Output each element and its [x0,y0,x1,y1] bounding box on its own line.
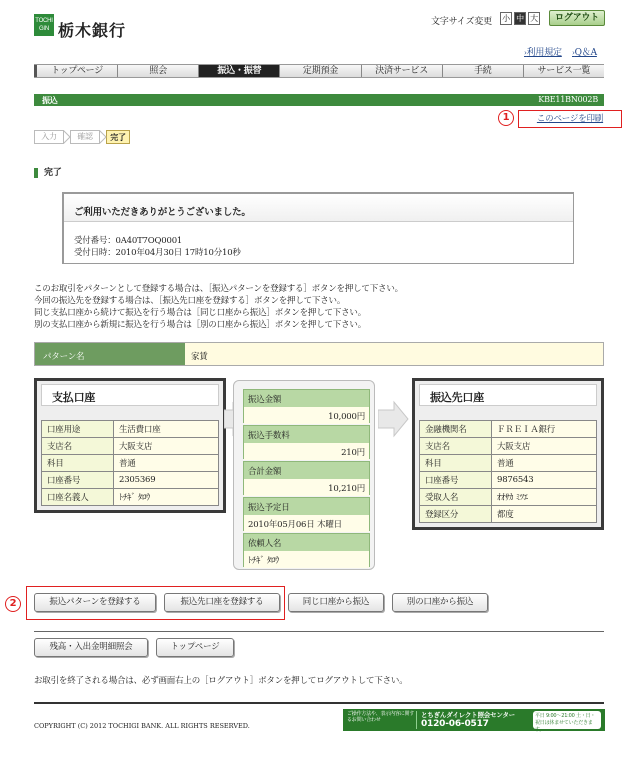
total-amount-label: 合計金額 [244,462,369,479]
field-label: 口座用途 [42,421,114,438]
section-title: 完了 [34,168,62,178]
transfer-fee-block [243,425,370,459]
table-row [42,472,219,489]
bank-name: 栃木銀行 [58,21,127,40]
table-row [420,421,597,438]
banner-title: とちぎんダイレクト照会センター [421,711,515,719]
nav-item-procedures[interactable]: 手続 [442,65,523,77]
payer-account-title: 支払口座 [41,384,219,406]
screen-code: KBE11BN002B [538,95,598,104]
field-value: 普通 [114,455,219,472]
payee-account-panel [412,378,604,530]
field-label: 科目 [420,455,492,472]
banner-hours: 平日 9:00〜21:00 土・日・祝日は休ませていただきます。 [533,711,601,729]
bank-logo-mark: TOCHI GIN [34,14,54,36]
instruction-line: 同じ支払口座から続けて振込を行う場合は［同じ口座から振込］ボタンを押して下さい。 [34,308,367,318]
field-value: 大阪支店 [492,438,597,455]
copyright: COPYRIGHT (C) 2012 TOCHIGI BANK. ALL RIGHTS RESERVED. [34,722,250,730]
step-complete: 完了 [106,130,130,144]
closing-message: お取引を終了される場合は、必ず画面右上の［ログアウト］ボタンを押してログアウトして下さい。 [34,676,408,686]
font-size-small-button[interactable]: 小 [500,12,512,25]
contact-center-banner [343,709,605,731]
pattern-name-row [34,342,604,366]
annotation-marker-1: 1 [498,110,514,126]
table-row [42,455,219,472]
requester-block [243,533,370,567]
pattern-name-value: 家賃 [185,343,603,365]
nav-item-payment[interactable]: 決済サービス [361,65,442,77]
instruction-line: 今回の振込先を登録する場合は、［振込先口座を登録する］ボタンを押して下さい。 [34,296,346,306]
nav-item-top[interactable]: トップページ [34,65,117,77]
print-page-link[interactable]: このページを印刷 [518,110,622,128]
top-page-button[interactable]: トップページ [156,638,234,657]
banner-phone: 0120-06-0517 [421,719,489,729]
nav-item-deposit[interactable]: 定期預金 [279,65,360,77]
divider [34,702,604,704]
instruction-line: 別の支払口座から新規に振込を行う場合は［別の口座から振込］ボタンを押して下さい。 [34,320,367,330]
page-title-bar [34,94,604,106]
table-row [420,472,597,489]
field-value: 9876543 [492,472,597,489]
balance-inquiry-button[interactable]: 残高・入出金明細照会 [34,638,148,657]
field-label: 支店名 [42,438,114,455]
field-value: 普通 [492,455,597,472]
nav-item-transfer[interactable]: 振込・振替 [198,65,279,77]
field-label: 口座番号 [420,472,492,489]
field-value: ﾄﾁｷﾞ ﾀﾛｳ [114,489,219,506]
requester-value: ﾄﾁｷﾞ ﾀﾛｳ [244,551,369,568]
field-value: ｵｵｻｶ ﾐﾂｴ [492,489,597,506]
pattern-name-label: パターン名 [35,343,185,365]
page-title: 振込 [42,95,58,105]
requester-label: 依頼人名 [244,534,369,551]
terms-link-label: 利用規定 [526,48,562,58]
payer-account-table [41,420,219,506]
flow-arrow-icon [378,400,410,438]
transfer-fee-value: 210円 [244,443,369,460]
faq-link[interactable] [572,45,597,58]
font-size-large-button[interactable]: 大 [528,12,540,25]
annotation-marker-2: 2 [5,596,21,612]
field-label: 科目 [42,455,114,472]
register-payee-button[interactable]: 振込先口座を登録する [164,593,280,612]
nav-item-inquiry[interactable]: 照会 [117,65,198,77]
step-confirm: 確認 [70,130,100,144]
field-value: 2305369 [114,472,219,489]
table-row [42,489,219,506]
divider [34,631,604,632]
transfer-amount-label: 振込金額 [244,390,369,407]
receipt-number: 受付番号：0A40T7OQ0001 [74,236,183,246]
table-row [42,438,219,455]
completion-heading: ご利用いただきありがとうございました。 [64,194,573,222]
chevron-right-icon: › [524,49,527,57]
banner-inquiry-text: ご操作方法や、表示内容に関するお問い合わせ [345,711,417,729]
field-value: 都度 [492,506,597,523]
table-row [42,421,219,438]
main-nav [34,64,604,78]
field-value: 大阪支店 [114,438,219,455]
step-arrow-icon [99,130,107,144]
instruction-line: このお取引をパターンとして登録する場合は、［振込パターンを登録する］ボタンを押して下さい。 [34,284,403,294]
nav-item-service-list[interactable]: サービス一覧 [523,65,604,77]
scheduled-date-value: 2010年05月06日 木曜日 [244,515,369,532]
field-label: 金融機関名 [420,421,492,438]
receipt-time: 受付日時：2010年04月30日 17時10分10秒 [74,248,241,258]
register-pattern-button[interactable]: 振込パターンを登録する [34,593,156,612]
total-amount-block [243,461,370,495]
faq-link-label: Q＆A [574,48,597,58]
payee-account-table [419,420,597,523]
field-label: 支店名 [420,438,492,455]
table-row [420,506,597,523]
field-label: 受取人名 [420,489,492,506]
chevron-right-icon: › [572,49,575,57]
table-row [420,489,597,506]
total-amount-value: 10,210円 [244,479,369,496]
completion-box [62,192,574,264]
field-label: 口座名義人 [42,489,114,506]
scheduled-date-block [243,497,370,531]
payer-account-panel [34,378,226,513]
transfer-fee-label: 振込手数料 [244,426,369,443]
field-value: ＦＲＥＩＡ銀行 [492,421,597,438]
field-value: 生活費口座 [114,421,219,438]
font-size-label: 文字サイズ変更 [431,17,492,27]
font-size-medium-button[interactable]: 中 [514,12,526,25]
transfer-amount-block [243,389,370,423]
scheduled-date-label: 振込予定日 [244,498,369,515]
step-input: 入力 [34,130,64,144]
payee-account-title: 振込先口座 [419,384,597,406]
transfer-amount-value: 10,000円 [244,407,369,424]
same-account-transfer-button[interactable]: 同じ口座から振込 [288,593,384,612]
table-row [420,455,597,472]
logout-button[interactable]: ログアウト [549,10,605,26]
field-label: 登録区分 [420,506,492,523]
step-arrow-icon [63,130,71,144]
other-account-transfer-button[interactable]: 別の口座から振込 [392,593,488,612]
transfer-details-panel [233,380,375,570]
field-label: 口座番号 [42,472,114,489]
terms-link[interactable] [524,45,562,58]
table-row [420,438,597,455]
